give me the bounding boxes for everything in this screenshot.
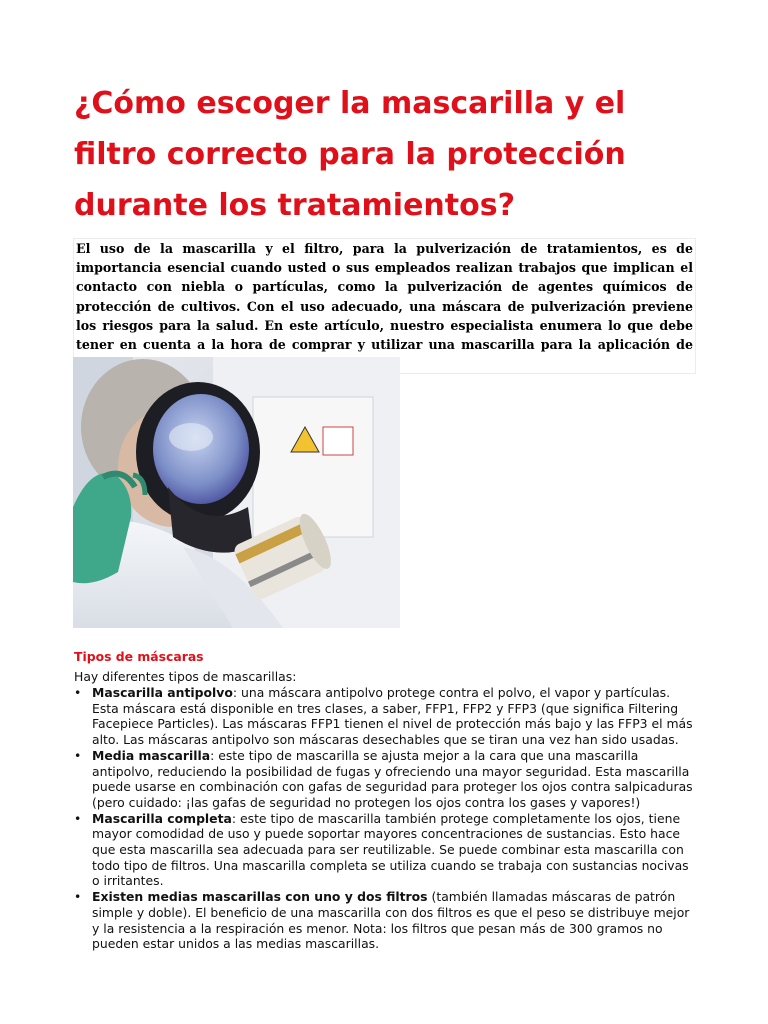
list-item-term: Existen medias mascarillas con uno y dos filtros — [92, 889, 428, 905]
list-item-text: : este tipo de mascarilla también protege completamente los ojos, tiene mayor comodidad de uso y puede soportar mayores concentraciones de sustancias. Esto hace que esta mascarilla sea adecuada para ser reutilizable. Se puede combinar esta mascarilla con todo tipo de filtros. Una mascarilla completa se utiliza cuando se trabaja con sustancias nocivas o irritantes. — [92, 810, 689, 889]
bullet-dot: • — [74, 747, 82, 763]
section-lead: Hay diferentes tipos de mascarillas: — [74, 669, 297, 684]
list-item-term: Mascarilla antipolvo — [92, 685, 233, 700]
list-item — [74, 889, 696, 952]
list-item — [74, 811, 696, 890]
bullet-dot: • — [74, 685, 82, 700]
list-item-text: : este tipo de mascarilla se ajusta mejor a la cara que una mascarilla antipolvo, reduciendo la posibilidad de fugas y ofreciendo una mayor seguridad. Esta mascarilla puede usarse en combinación con gafas de seguridad para proteger los ojos contra salpicaduras (pero cuidado: ¡las gafas de seguridad no protegen los ojos contra los gases y vapores!) — [92, 747, 693, 810]
list-item-text: (también llamadas máscaras de patrón simple y doble). El beneficio de una mascarilla con dos filtros es que el peso se distribuye mejor y la resistencia a la respiración es menor. Nota: los filtros que pesan más de 300 gramos no pueden estar unidos a las medias mascarillas. — [92, 889, 690, 952]
list-item — [74, 748, 696, 811]
article-title: ¿Cómo escoger la mascarilla y el filtro correcto para la protección durante los tratamientos? — [74, 86, 626, 223]
section-heading: Tipos de máscaras — [74, 649, 204, 664]
gas-mask-photo — [73, 357, 400, 628]
list-item — [74, 685, 696, 748]
list-item-term: Mascarilla completa — [92, 810, 232, 826]
bullet-dot: • — [74, 889, 82, 905]
list-item-term: Media mascarilla — [92, 747, 211, 763]
mask-types-list — [74, 685, 696, 952]
bullet-dot: • — [74, 810, 82, 826]
list-item-text: : una máscara antipolvo protege contra el polvo, el vapor y partículas. Esta máscara está disponible en tres clases, a saber, FFP1, FFP2 y FFP3 (que significa Filtering Facepiece Particles). Las máscaras FFP1 tienen el nivel de protección más bajo y las FFP3 el más alto. Las máscaras antipolvo son máscaras desechables que se tiran una vez han sido usadas. — [92, 685, 693, 748]
article-intro: El uso de la mascarilla y el filtro, para la pulverización de tratamientos, es de importancia esencial cuando usted o sus empleados realizan trabajos que implican el contacto con niebla o partículas, como la pulverización de agentes químicos de protección de cultivos. Con el uso adecuado, una máscara de pulverización previene los riesgos para la salud. En este artículo, nuestro especialista enumera lo que debe tener en cuenta a la hora de comprar y utilizar una mascarilla para la aplicación de — [73, 238, 696, 374]
